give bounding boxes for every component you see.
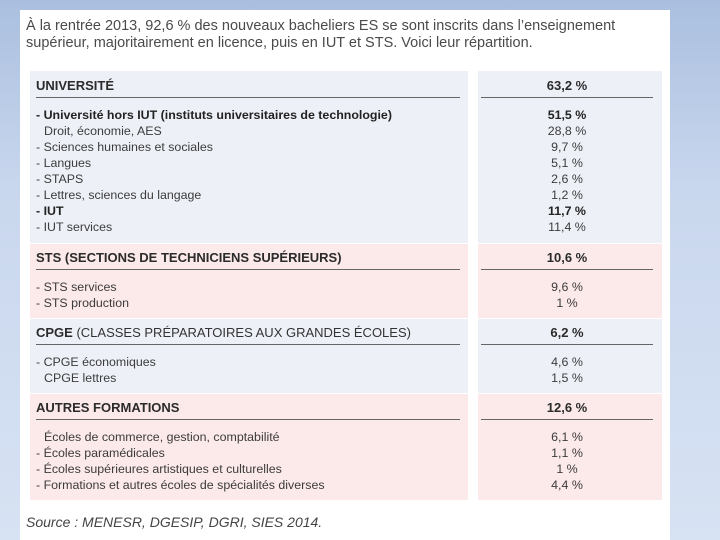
- row-value: 11,4 %: [548, 220, 586, 234]
- table-row: [30, 355, 662, 371]
- table-row: [30, 478, 662, 494]
- section-cpge: [30, 319, 662, 393]
- row-value: 51,5 %: [547, 108, 587, 122]
- section-title: UNIVERSITÉ: [36, 78, 115, 93]
- divider: [481, 97, 653, 98]
- table-row: [30, 296, 662, 312]
- table-row: [30, 371, 662, 387]
- row-value: 5,1 %: [551, 156, 583, 170]
- row-value: 1 %: [556, 462, 578, 476]
- table-row: [30, 220, 662, 236]
- table-row: [30, 280, 662, 296]
- document-page: [20, 10, 670, 540]
- table-row: [30, 124, 662, 140]
- distribution-table: [30, 71, 662, 511]
- section-title: [36, 325, 411, 340]
- row-value: 11,7 %: [548, 204, 586, 218]
- source-caption: Source : MENESR, DGESIP, DGRI, SIES 2014.: [26, 514, 323, 530]
- table-row: [30, 188, 662, 204]
- divider: [36, 269, 460, 270]
- section-autres: [30, 394, 662, 500]
- row-value: 1,2 %: [551, 188, 583, 202]
- row-label: - STS production: [36, 296, 129, 310]
- divider: [36, 97, 460, 98]
- row-label: - Lettres, sciences du langage: [36, 188, 202, 202]
- table-row: [30, 172, 662, 188]
- row-value: 9,6 %: [551, 280, 583, 294]
- row-value: 4,4 %: [551, 478, 583, 492]
- row-label: - STS services: [36, 280, 117, 294]
- row-label: Droit, économie, AES: [44, 124, 162, 138]
- row-value: 28,8 %: [547, 124, 587, 138]
- section-title: AUTRES FORMATIONS: [36, 400, 180, 415]
- row-label: - IUT: [36, 204, 64, 218]
- table-row: [30, 430, 662, 446]
- divider: [481, 344, 653, 345]
- section-title-rest: (CLASSES PRÉPARATOIRES AUX GRANDES ÉCOLES): [76, 325, 411, 340]
- row-label: - Langues: [36, 156, 92, 170]
- row-label: - Université hors IUT (instituts universitaires de technologie): [36, 108, 392, 122]
- row-label: - Formations et autres écoles de spécialités diverses: [36, 478, 325, 492]
- row-label: - Écoles paramédicales: [36, 446, 165, 460]
- row-value: 1,1 %: [551, 446, 583, 460]
- row-label: - Sciences humaines et sociales: [36, 140, 213, 154]
- section-sts: [30, 244, 662, 318]
- intro-paragraph: À la rentrée 2013, 92,6 % des nouveaux bacheliers ES se sont inscrits dans l’enseignement supérieur, majoritairement en licence, puis en IUT et STS. Voici leur répartition.: [26, 18, 616, 51]
- row-value: 4,6 %: [551, 355, 583, 369]
- section-universite: [30, 71, 662, 243]
- section-title: STS (SECTIONS DE TECHNICIENS SUPÉRIEURS): [36, 250, 342, 265]
- table-row: [30, 462, 662, 478]
- section-total: 10,6 %: [546, 250, 588, 265]
- row-label: - IUT services: [36, 220, 113, 234]
- table-row: [30, 108, 662, 124]
- table-row: [30, 140, 662, 156]
- row-value: 1,5 %: [551, 371, 583, 385]
- row-value: 9,7 %: [551, 140, 583, 154]
- row-label: - Écoles supérieures artistiques et culturelles: [36, 462, 282, 476]
- row-label: Écoles de commerce, gestion, comptabilité: [44, 430, 280, 444]
- row-value: 1 %: [556, 296, 578, 310]
- table-row: [30, 204, 662, 220]
- row-value: 6,1 %: [551, 430, 583, 444]
- divider: [481, 419, 653, 420]
- table-row: [30, 156, 662, 172]
- row-value: 2,6 %: [551, 172, 583, 186]
- section-total: 63,2 %: [546, 78, 588, 93]
- divider: [36, 344, 460, 345]
- divider: [36, 419, 460, 420]
- table-row: [30, 446, 662, 462]
- section-title-abbr: CPGE: [36, 325, 73, 340]
- row-label: - STAPS: [36, 172, 84, 186]
- row-label: - CPGE économiques: [36, 355, 156, 369]
- section-total: 6,2 %: [550, 325, 584, 340]
- row-label: CPGE lettres: [44, 371, 117, 385]
- section-total: 12,6 %: [546, 400, 588, 415]
- divider: [481, 269, 653, 270]
